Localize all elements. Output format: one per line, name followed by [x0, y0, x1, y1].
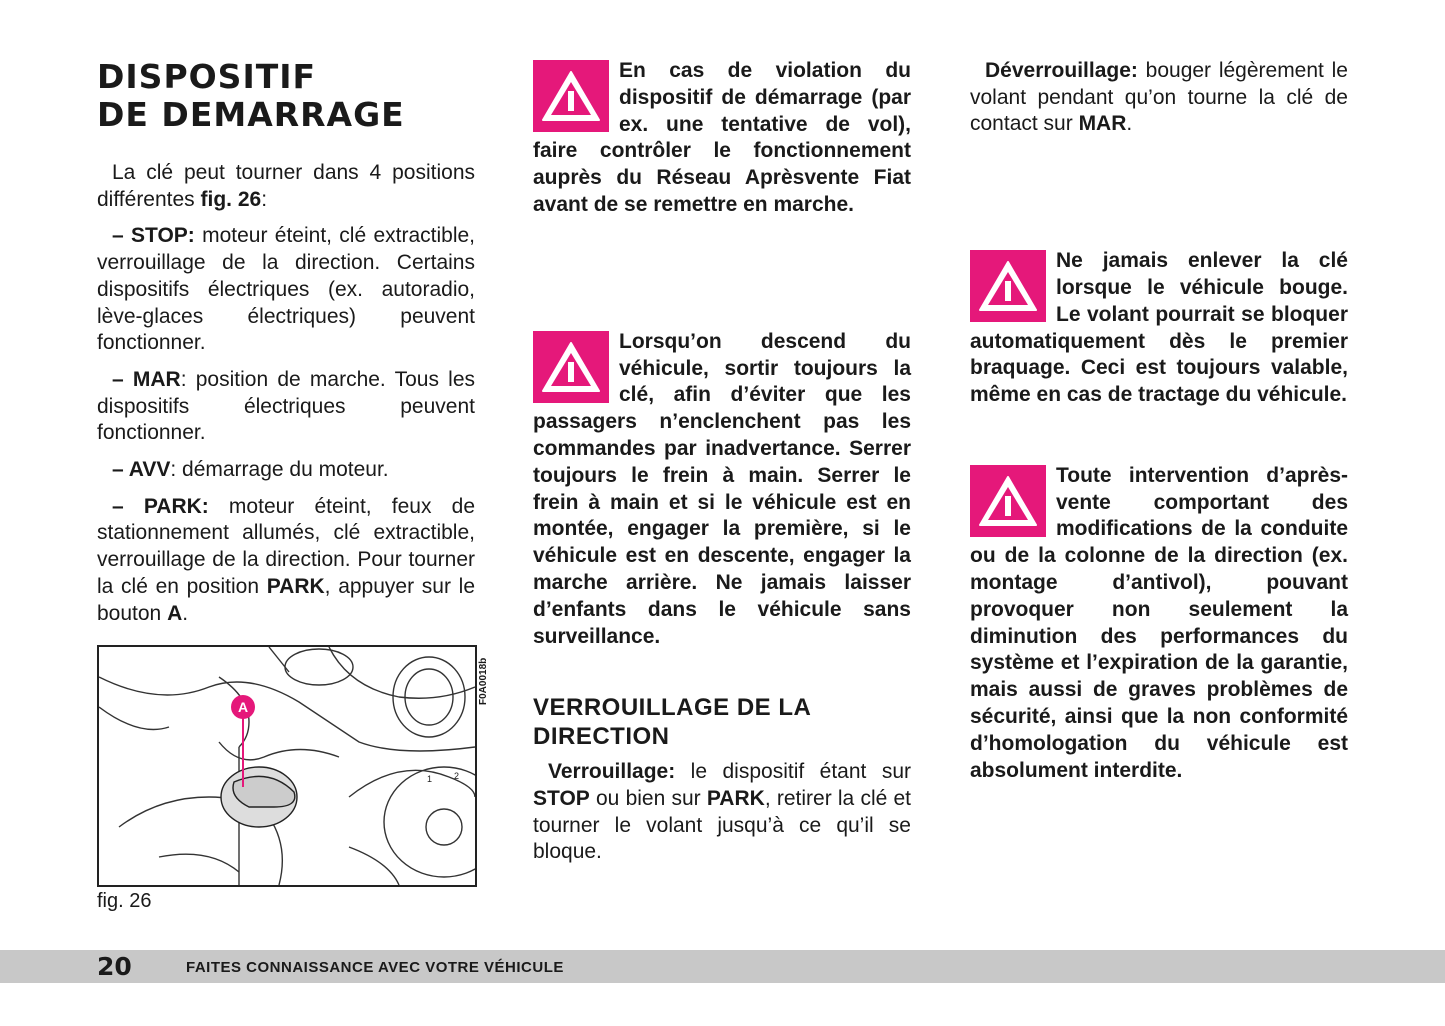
warning-triangle-icon [970, 465, 1046, 537]
column-right [970, 58, 1348, 784]
warning-triangle-icon [533, 331, 609, 403]
column-middle [533, 58, 911, 876]
column-left [97, 58, 475, 637]
title-line-2: DE DEMARRAGE [97, 95, 405, 134]
intro-paragraph: La clé peut tourner dans 4 positions différentes fig. 26: [97, 161, 475, 211]
page-footer [0, 950, 1445, 983]
warning-triangle-icon [533, 60, 609, 132]
position-park: – PARK: moteur éteint, feux de stationnement allumés, clé extractible, verrouillage de la direction. Pour tourner la clé en position PARK, appuyer sur le bouton A. [97, 494, 475, 625]
svg-text:2: 2 [454, 771, 460, 781]
footer-section-title: FAITES CONNAISSANCE AVEC VOTRE VÉHICULE [186, 959, 564, 976]
warning-block-1: En cas de violation du dispositif de démarrage (par ex. une tentative de vol), faire contrôler le fonctionnement auprès du Réseau Aprèsvente Fiat avant de se remettre en marche. [533, 59, 911, 216]
warning-block-4: Toute intervention d’après- vente comportant des modifications de la conduite ou de la colonne de la direction (ex. montage d’antivol), pouvant provoquer non seulement la diminution des performances du système et l’expiration de la garantie, mais aussi de graves problèmes de sécurité, ainsi que la non conformité d’homologation du véhicule est absolument interdite. [970, 463, 1348, 782]
figure-reference: fig. 26 [200, 187, 262, 211]
figure-code: F0A0018b [478, 657, 489, 705]
figure-ignition [97, 645, 477, 887]
warning-block-3: Ne jamais enlever la clé lorsque le véhicule bouge. Le volant pourrait se bloquer automatiquement dès le premier braquage. Ceci est toujours valable, même en cas de tractage du véhicule. [970, 249, 1348, 407]
warning-triangle-icon [970, 250, 1046, 322]
svg-text:1: 1 [427, 774, 433, 784]
page-number: 20 [97, 952, 132, 981]
lock-paragraph: Verrouillage: le dispositif étant sur STOP ou bien sur PARK, retirer la clé et tourner le volant jusqu’à ce qu’il se bloque. [533, 760, 912, 864]
section-heading-steering-lock: VERROUILLAGE DE LA DIRECTION [533, 694, 811, 751]
callout-a: A [237, 699, 249, 715]
warning-block-2: Lorsqu’on descend du véhicule, sortir toujours la clé, afin d’éviter que les passagers n’enclenchent pas les commandes par inadvertance. Serrer toujours le frein à main. Serrer le frein à main et si le véhicule est en montée, engager la première, si le véhicule est en descente, engager la marche arrière. Ne jamais laisser d’enfants dans le véhicule sans surveillance. [533, 329, 911, 648]
position-mar: – MAR: position de marche. Tous les dispositifs électriques peuvent fonctionner. [97, 367, 475, 445]
position-stop: – STOP: moteur éteint, clé extractible, verrouillage de la direction. Certains dispositifs électriques (ex. autoradio, lève-glaces électriques) peuvent fonctionner. [97, 224, 476, 355]
page-title [97, 58, 475, 134]
title-line-1: DISPOSITIF [97, 57, 317, 96]
unlock-paragraph: Déverrouillage: bouger légèrement le volant pendant qu’on tourne la clé de contact sur MAR. [970, 59, 1348, 136]
position-avv: – AVV: démarrage du moteur. [112, 458, 389, 482]
ignition-illustration [99, 647, 475, 885]
figure-caption: fig. 26 [97, 890, 152, 912]
